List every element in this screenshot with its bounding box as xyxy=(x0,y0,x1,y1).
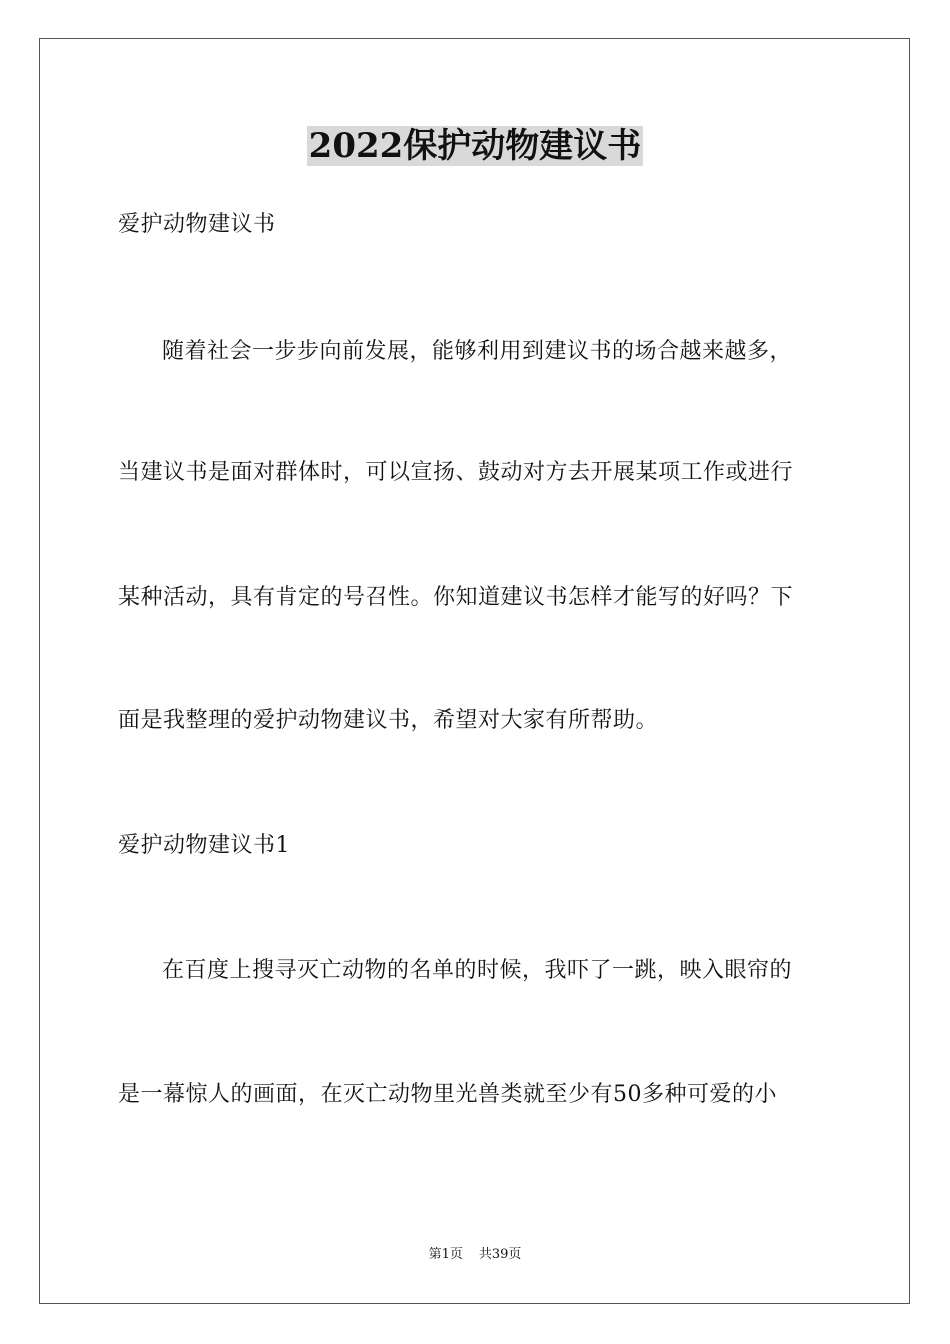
page-footer xyxy=(0,1245,950,1265)
paragraph-line: 是一幕惊人的画面，在灭亡动物里光兽类就至少有50多种可爱的小 xyxy=(118,1082,777,1107)
page-total: 共39页 xyxy=(478,1247,522,1262)
paragraph-line: 某种活动，具有肯定的号召性。你知道建议书怎样才能写的好吗？下 xyxy=(118,585,794,610)
paragraph-line: 面是我整理的爱护动物建议书，希望对大家有所帮助。 xyxy=(118,708,659,733)
paragraph-line: 在百度上搜寻灭亡动物的名单的时候，我吓了一跳，映入眼帘的 xyxy=(162,958,793,983)
page-number: 第1页 xyxy=(428,1247,463,1262)
paragraph-line: 当建议书是面对群体时，可以宣扬、鼓动对方去开展某项工作或进行 xyxy=(118,460,794,485)
paragraph-line: 随着社会一步步向前发展，能够利用到建议书的场合越来越多， xyxy=(162,339,793,364)
document-subtitle: 爱护动物建议书 xyxy=(118,212,276,237)
section-heading: 爱护动物建议书1 xyxy=(118,833,290,858)
document-title-text: 2022保护动物建议书 xyxy=(308,126,642,166)
document-title xyxy=(0,122,950,170)
